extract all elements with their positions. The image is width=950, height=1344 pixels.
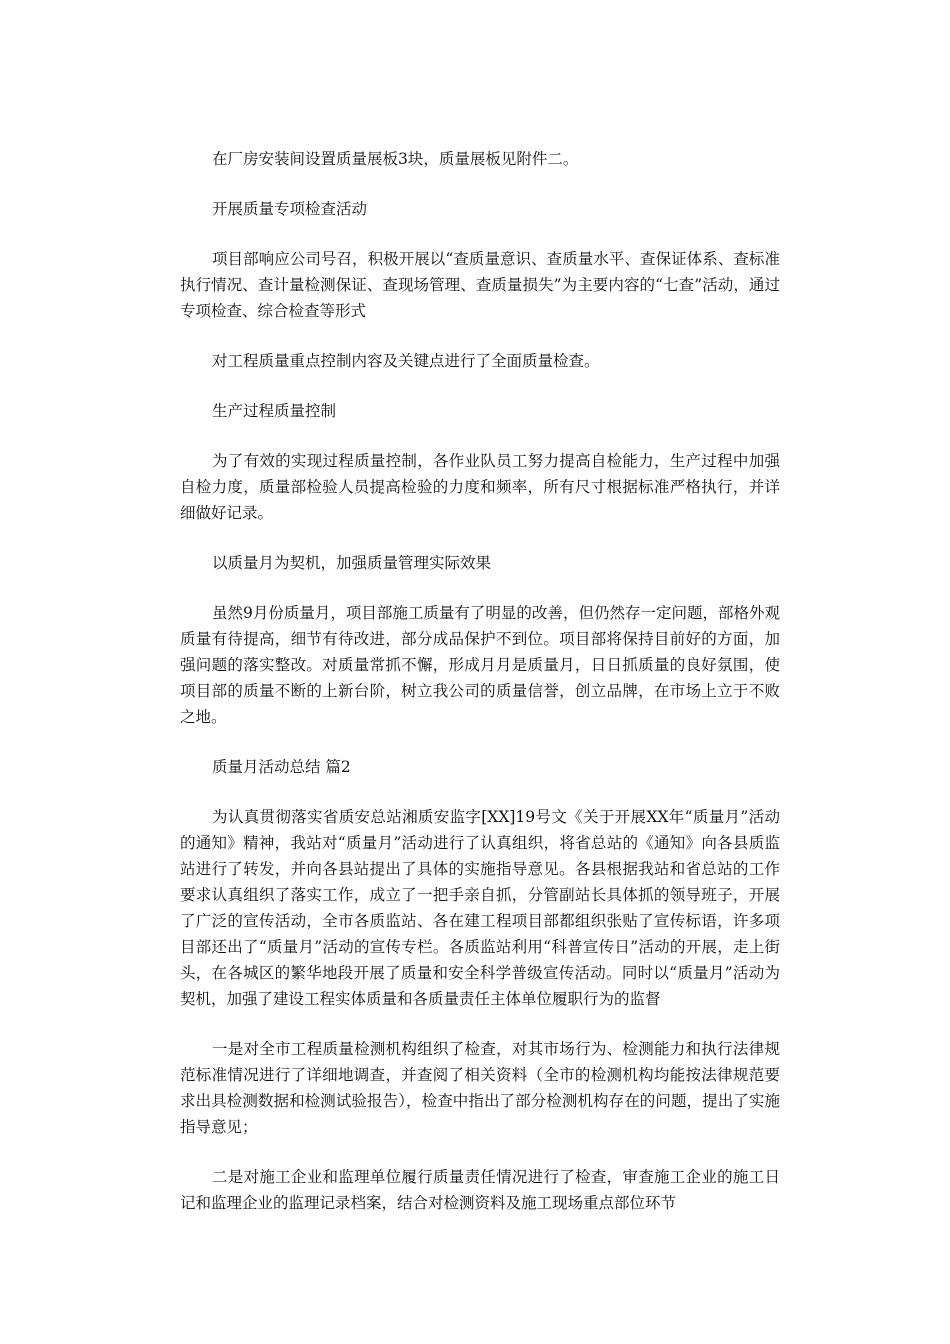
paragraph-heading-special-inspection: 开展质量专项检查活动 [212, 200, 368, 218]
document-body [180, 146, 780, 1240]
paragraph-heading-process-control: 生产过程质量控制 [212, 402, 337, 420]
paragraph-comprehensive-check: 对工程质量重点控制内容及关键点进行了全面质量检查。 [212, 352, 600, 370]
paragraph-heading-quality-month: 以质量月为契机，加强质量管理实际效果 [212, 554, 492, 572]
paragraph-quality-month-effect: 虽然9月份质量月，项目部施工质量有了明显的改善，但仍然存一定问题，部格外观质量有待提高，细节有待改进，部分成品保护不到位。项目部将保持目前好的方面，加强问题的落实整改。对质量常抓不懈，形成月月是质量月，日日抓质量的良好氛围，使项目部的质量不断的上新台阶，树立我公司的质量信誉，创立品牌，在市场上立于不败之地。 [180, 604, 780, 726]
paragraph-construction-supervision-check: 二是对施工企业和监理单位履行质量责任情况进行了检查，审查施工企业的施工日记和监理企业的监理记录档案，结合对检测资料及施工现场重点部位环节 [180, 1168, 780, 1212]
paragraph-exhibition-boards: 在厂房安装间设置质量展板3块，质量展板见附件二。 [212, 150, 579, 168]
paragraph-seven-checks: 项目部响应公司号召，积极开展以“查质量意识、查质量水平、查保证体系、查标准执行情况、查计量检测保证、查现场管理、查质量损失”为主要内容的“七查”活动，通过专项检查、综合检查等形式 [180, 250, 780, 320]
paragraph-testing-agency-check: 一是对全市工程质量检测机构组织了检查，对其市场行为、检测能力和执行法律规范标准情况进行了详细地调查，并查阅了相关资料（全市的检测机构均能按法律规范要求出具检测数据和检测试验报告），检查中指出了部分检测机构存在的问题，提出了实施指导意见； [180, 1040, 780, 1136]
paragraph-section-title-part2: 质量月活动总结 篇2 [212, 758, 351, 776]
paragraph-process-control: 为了有效的实现过程质量控制，各作业队员工努力提高自检能力，生产过程中加强自检力度，质量部检验人员提高检验的力度和频率，所有尺寸根据标准严格执行，并详细做好记录。 [180, 452, 780, 522]
paragraph-notice-implementation: 为认真贯彻落实省质安总站湘质安监字[XX]19号文《关于开展XX年“质量月”活动的通知》精神，我站对“质量月”活动进行了认真组织，将省总站的《通知》向各县质监站进行了转发，并向各县站提出了具体的实施指导意见。各县根据我站和省总站的工作要求认真组织了落实工作，成立了一把手亲自抓，分管副站长具体抓的领导班子，开展了广泛的宣传活动，全市各质监站、各在建工程项目部都组织张贴了宣传标语，许多项目部还出了“质量月”活动的宣传专栏。各质监站利用“科普宣传日”活动的开展，走上街头，在各城区的繁华地段开展了质量和安全科学普级宣传活动。同时以“质量月”活动为契机，加强了建设工程实体质量和各质量责任主体单位履职行为的监督 [180, 808, 780, 1008]
